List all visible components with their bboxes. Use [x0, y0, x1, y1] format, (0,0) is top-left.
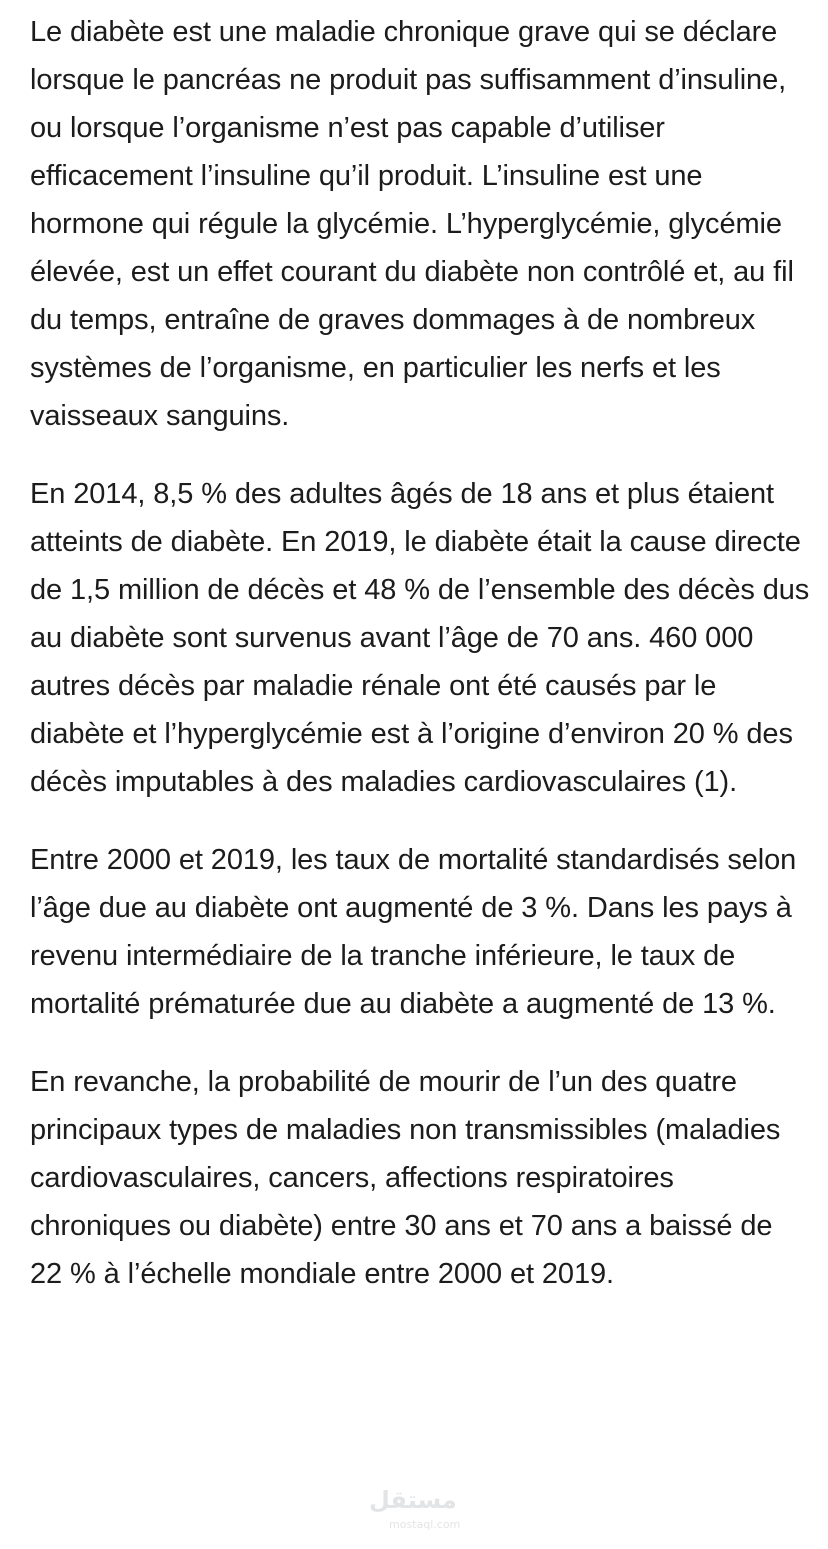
- watermark-text: مستقل: [369, 1486, 457, 1514]
- paragraph-diabetes-definition: Le diabète est une maladie chronique grave qui se déclare lorsque le pancréas ne produit pas suffisamment d’insuline, ou lorsque l’organisme n’est pas capable d’utiliser efficacement l’insuline qu’il produit. L’insuline est une hormone qui régule la glycémie. L’hyperglycémie, glycémie élevée, est un effet courant du diabète non contrôlé et, au fil du temps, entraîne de graves dommages à de nombreux systèmes de l’organisme, en particulier les nerfs et les vaisseaux sanguins.: [30, 16, 794, 432]
- paragraph-mortality-trends: Entre 2000 et 2019, les taux de mortalité standardisés selon l’âge due au diabète ont augmenté de 3 %. Dans les pays à revenu intermédiaire de la tranche inférieure, le taux de mortalité prématurée due au diabète a augmenté de 13 %.: [30, 844, 797, 1020]
- paragraph-ncd-probability: En revanche, la probabilité de mourir de l’un des quatre principaux types de maladies non transmissibles (maladies cardiovasculaires, cancers, affections respiratoires chroniques ou diabète) entre 30 ans et 70 ans a baissé de 22 % à l’échelle mondiale entre 2000 et 2019.: [30, 1066, 781, 1290]
- watermark-subtext: mostaql.com: [389, 1518, 461, 1531]
- watermark-logo: [355, 1478, 475, 1538]
- paragraph-diabetes-statistics: En 2014, 8,5 % des adultes âgés de 18 ans et plus étaient atteints de diabète. En 2019, le diabète était la cause directe de 1,5 million de décès et 48 % de l’ensemble des décès dus au diabète sont survenus avant l’âge de 70 ans. 460 000 autres décès par maladie rénale ont été causés par le diabète et l’hyperglycémie est à l’origine d’environ 20 % des décès imputables à des maladies cardiovasculaires (1).: [30, 478, 810, 798]
